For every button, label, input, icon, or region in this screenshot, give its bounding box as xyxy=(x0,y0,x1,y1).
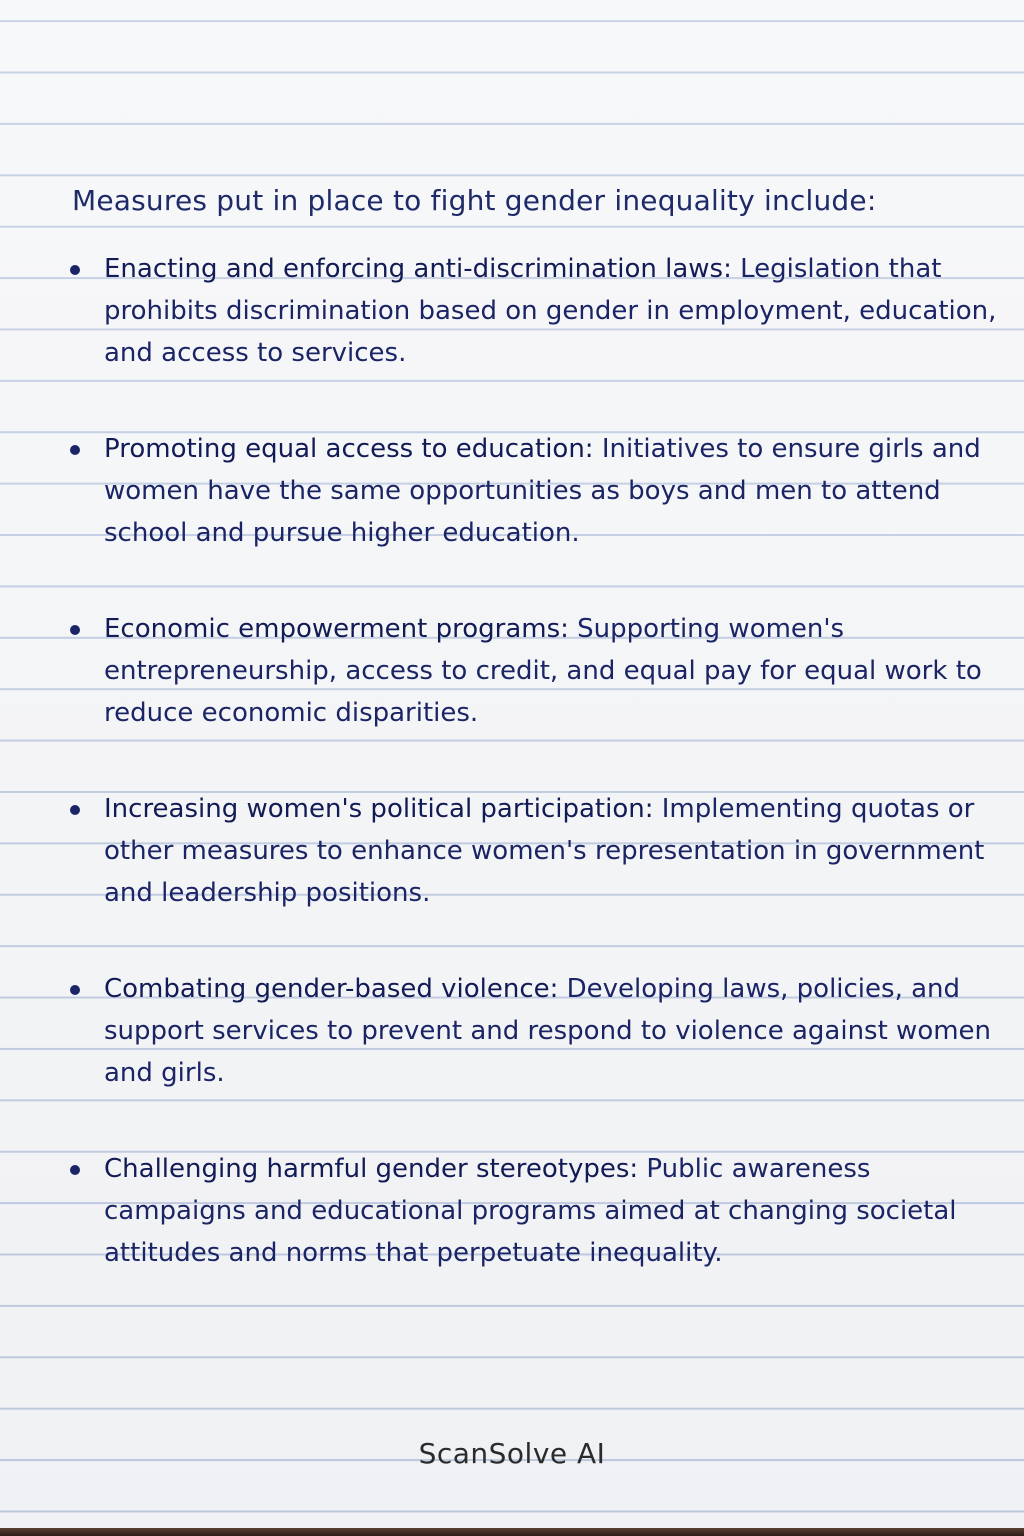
page-heading: Measures put in place to fight gender inequality include: xyxy=(72,184,877,217)
bullet-icon xyxy=(70,265,80,275)
list-item xyxy=(64,248,1004,374)
measure-title: Economic empowerment programs: xyxy=(104,614,578,644)
measure-title: Challenging harmful gender stereotypes: xyxy=(104,1154,647,1184)
measure-description: Legislation that prohibits discrimination based on gender in employment, education, and access to services. xyxy=(104,254,997,368)
measure-title: Increasing women's political participation: xyxy=(104,794,662,824)
list-item xyxy=(64,1148,1004,1274)
measure-title: Enacting and enforcing anti-discrimination laws: xyxy=(104,254,741,284)
measure-description: Implementing quotas or other measures to enhance women's representation in government and leadership positions. xyxy=(104,794,985,908)
list-item xyxy=(64,608,1004,734)
bullet-icon xyxy=(70,445,80,455)
measure-description: Public awareness campaigns and educational programs aimed at changing societal attitudes and norms that perpetuate inequality. xyxy=(104,1154,957,1268)
measure-description: Supporting women's entrepreneurship, access to credit, and equal pay for equal work to reduce economic disparities. xyxy=(104,614,982,728)
bullet-icon xyxy=(70,985,80,995)
measures-list xyxy=(64,248,1004,1328)
list-item xyxy=(64,788,1004,914)
measure-description: Initiatives to ensure girls and women have the same opportunities as boys and men to attend school and pursue higher education. xyxy=(104,434,981,548)
desk-edge xyxy=(0,1528,1024,1536)
bullet-icon xyxy=(70,1165,80,1175)
measure-description: Developing laws, policies, and support services to prevent and respond to violence against women and girls. xyxy=(104,974,992,1088)
measure-title: Promoting equal access to education: xyxy=(104,434,602,464)
bullet-icon xyxy=(70,625,80,635)
bullet-icon xyxy=(70,805,80,815)
list-item xyxy=(64,428,1004,554)
list-item xyxy=(64,968,1004,1094)
measure-title: Combating gender-based violence: xyxy=(104,974,567,1004)
brand-watermark: ScanSolve AI xyxy=(418,1437,606,1470)
